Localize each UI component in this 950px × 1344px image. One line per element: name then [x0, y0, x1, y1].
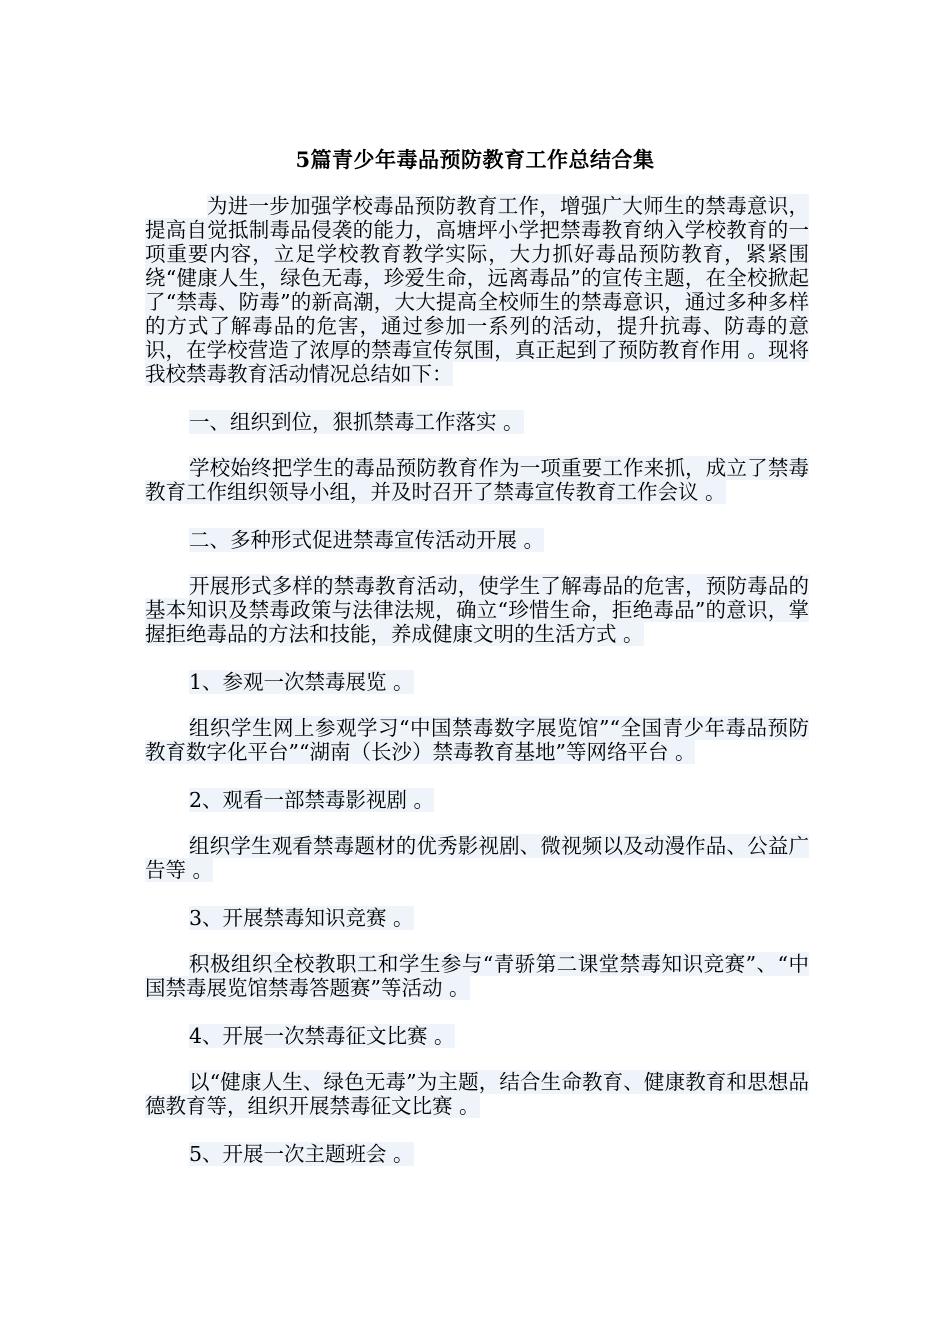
section-heading-2 — [145, 528, 809, 552]
subsection-heading-4 — [145, 1024, 809, 1048]
paragraph-text: 组织学生观看禁毒题材的优秀影视剧、微视频以及动漫作品、公益广告等 。 — [145, 834, 809, 882]
paragraph-text: 为进一步加强学校毒品预防教育工作，增强广大师生的禁毒意识，提高自觉抵制毒品侵袭的能力，高塘坪小学把禁毒教育纳入学校教育的一项重要内容，立足学校教育教学实际，大力抓好毒品预防教育，紧紧围绕“健康人生，绿色无毒，珍爱生命，远离毒品”的宣传主题，在全校掀起了“禁毒、防毒”的新高潮，大大提高全校师生的禁毒意识，通过多种多样的方式了解毒品的危害，通过参加一系列的活动，提升抗毒、防毒的意识，在学校营造了浓厚的禁毒宣传氛围，真正起到了预防教育作用 。现将我校禁毒教育活动情况总结如下： — [145, 194, 809, 386]
paragraph-text: 4、开展一次禁毒征文比赛 。 — [189, 1024, 455, 1048]
paragraph-text: 开展形式多样的禁毒教育活动，使学生了解毒品的危害，预防毒品的基本知识及禁毒政策与法律法规，确立“珍惜生命，拒绝毒品”的意识，掌握拒绝毒品的方法和技能，养成健康文明的生活方式 。 — [145, 574, 809, 646]
body-paragraph — [145, 574, 809, 646]
paragraph-text: 1、参观一次禁毒展览 。 — [189, 670, 414, 694]
subsection-heading-5 — [145, 1142, 809, 1166]
paragraph-text: 5、开展一次主题班会 。 — [189, 1142, 414, 1166]
document-title: 5篇青少年毒品预防教育工作总结合集 — [295, 147, 655, 172]
paragraph-text: 一、组织到位，狠抓禁毒工作落实 。 — [189, 410, 524, 434]
subsection-heading-1 — [145, 670, 809, 694]
paragraph-text: 学校始终把学生的毒品预防教育作为一项重要工作来抓，成立了禁毒教育工作组织领导小组，并及时召开了禁毒宣传教育工作会议 。 — [145, 456, 809, 504]
paragraph-text: 二、多种形式促进禁毒宣传活动开展 。 — [189, 528, 545, 552]
paragraph-text: 组织学生网上参观学习“中国禁毒数字展览馆”“全国青少年毒品预防教育数字化平台”“湖南（长沙）禁毒教育基地”等网络平台 。 — [145, 716, 809, 764]
body-paragraph — [145, 834, 809, 882]
subsection-heading-2 — [145, 788, 809, 812]
paragraph-text: 以“健康人生、绿色无毒”为主题，结合生命教育、健康教育和思想品德教育等，组织开展禁毒征文比赛 。 — [145, 1070, 809, 1118]
section-heading-1 — [145, 410, 809, 434]
document-body — [145, 194, 809, 1188]
paragraph-text: 2、观看一部禁毒影视剧 。 — [189, 788, 435, 812]
body-paragraph — [145, 716, 809, 764]
paragraph-text: 3、开展禁毒知识竞赛 。 — [189, 906, 414, 930]
subsection-heading-3 — [145, 906, 809, 930]
body-paragraph — [145, 456, 809, 504]
body-paragraph — [145, 1070, 809, 1118]
intro-paragraph — [145, 194, 809, 386]
paragraph-text: 积极组织全校教职工和学生参与“青骄第二课堂禁毒知识竞赛”、“中国禁毒展览馆禁毒答题赛”等活动 。 — [145, 952, 809, 1000]
body-paragraph — [145, 952, 809, 1000]
